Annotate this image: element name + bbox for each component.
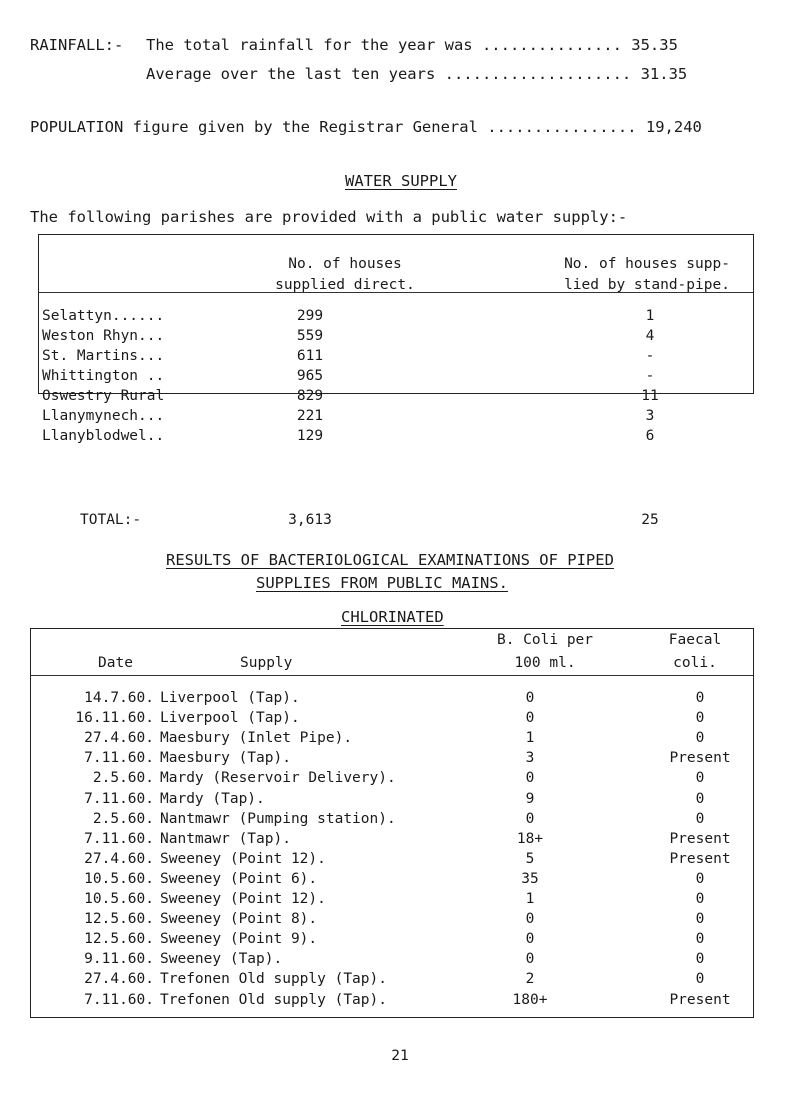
result-supply: Mardy (Tap).	[160, 791, 265, 807]
col-bcoli: B. Coli per	[496, 632, 594, 648]
result-supply: Sweeney (Point 8).	[160, 911, 318, 927]
result-supply: Liverpool (Tap).	[160, 710, 300, 726]
parish-stand: 3	[645, 408, 655, 424]
result-supply: Maesbury (Inlet Pipe).	[160, 730, 353, 746]
result-supply: Sweeney (Tap).	[160, 951, 283, 967]
parish-name: St. Martins...	[42, 348, 165, 364]
result-date: 10.5.60.	[84, 871, 154, 887]
parish-direct: 129	[296, 428, 324, 444]
result-faecal: 0	[695, 931, 705, 947]
result-date: 7.11.60.	[84, 992, 154, 1008]
parish-name: Weston Rhyn...	[42, 328, 165, 344]
result-bcoli: 2	[525, 971, 535, 987]
result-bcoli: 0	[525, 710, 535, 726]
result-date: 2.5.60.	[92, 770, 154, 786]
result-faecal: 0	[695, 871, 705, 887]
result-date: 9.11.60.	[84, 951, 154, 967]
result-bcoli: 1	[525, 891, 535, 907]
total-label: TOTAL:-	[80, 512, 142, 528]
result-bcoli: 0	[525, 931, 535, 947]
result-date: 7.11.60.	[84, 750, 154, 766]
col-faecal: Faecal	[668, 632, 722, 648]
col-bcoli-2: 100 ml.	[514, 655, 576, 671]
result-bcoli: 5	[525, 851, 535, 867]
parish-name: Llanyblodwel..	[42, 428, 165, 444]
header-stand-2: lied by stand-pipe.	[564, 277, 730, 293]
result-date: 2.5.60.	[92, 811, 154, 827]
parish-name: Oswestry Rural	[42, 388, 165, 404]
result-supply: Sweeney (Point 12).	[160, 891, 326, 907]
parish-stand: 11	[641, 388, 659, 404]
result-supply: Sweeney (Point 6).	[160, 871, 318, 887]
header-stand: No. of houses supp-	[564, 256, 730, 272]
result-faecal: 0	[695, 911, 705, 927]
population-line: POPULATION figure given by the Registrar General ................ 19,240	[30, 118, 702, 136]
parish-direct: 559	[296, 328, 324, 344]
result-faecal: 0	[695, 951, 705, 967]
result-bcoli: 1	[525, 730, 535, 746]
parish-name: Whittington ..	[42, 368, 165, 384]
result-date: 27.4.60.	[84, 730, 154, 746]
result-faecal: 0	[695, 791, 705, 807]
parish-direct: 829	[296, 388, 324, 404]
result-date: 27.4.60.	[84, 971, 154, 987]
parish-name: Llanymynech...	[42, 408, 165, 424]
total-stand: 25	[641, 512, 659, 528]
parish-stand: 6	[645, 428, 655, 444]
result-date: 14.7.60.	[84, 690, 154, 706]
result-date: 10.5.60.	[84, 891, 154, 907]
result-date: 12.5.60.	[84, 931, 154, 947]
result-date: 12.5.60.	[84, 911, 154, 927]
result-faecal: Present	[669, 831, 731, 847]
result-faecal: 0	[695, 710, 705, 726]
parish-direct: 965	[296, 368, 324, 384]
water-supply-intro: The following parishes are provided with a public water supply:-	[30, 208, 628, 226]
page-number: 21	[391, 1048, 409, 1064]
result-faecal: 0	[695, 971, 705, 987]
rainfall-average: Average over the last ten years .................... 31.35	[146, 65, 688, 83]
result-supply: Nantmawr (Pumping station).	[160, 811, 396, 827]
result-date: 7.11.60.	[84, 831, 154, 847]
result-bcoli: 35	[521, 871, 539, 887]
result-date: 27.4.60.	[84, 851, 154, 867]
result-supply: Trefonen Old supply (Tap).	[160, 992, 387, 1008]
result-bcoli: 0	[525, 690, 535, 706]
col-date: Date	[98, 655, 133, 671]
result-bcoli: 0	[525, 911, 535, 927]
result-faecal: 0	[695, 690, 705, 706]
results-table-header-rule	[30, 675, 753, 676]
result-faecal: 0	[695, 891, 705, 907]
water-supply-heading: WATER SUPPLY	[345, 172, 457, 190]
parish-stand: -	[645, 348, 655, 364]
parish-direct: 611	[296, 348, 324, 364]
header-direct-2: supplied direct.	[275, 277, 415, 293]
result-bcoli: 9	[525, 791, 535, 807]
result-faecal: 0	[695, 730, 705, 746]
result-faecal: 0	[695, 770, 705, 786]
col-supply: Supply	[240, 655, 293, 671]
parish-direct: 221	[296, 408, 324, 424]
parish-name: Selattyn......	[42, 308, 165, 324]
results-heading-2: SUPPLIES FROM PUBLIC MAINS.	[256, 574, 508, 592]
col-faecal-2: coli.	[673, 655, 717, 671]
result-supply: Sweeney (Point 9).	[160, 931, 318, 947]
result-supply: Mardy (Reservoir Delivery).	[160, 770, 396, 786]
parish-stand: 4	[645, 328, 655, 344]
rainfall-total: The total rainfall for the year was ............... 35.35	[146, 36, 678, 54]
header-direct: No. of houses	[288, 256, 402, 272]
parish-stand: -	[645, 368, 655, 384]
total-direct: 3,613	[288, 512, 332, 528]
result-bcoli: 18+	[516, 831, 544, 847]
result-bcoli: 0	[525, 811, 535, 827]
result-date: 7.11.60.	[84, 791, 154, 807]
rainfall-label: RAINFALL:-	[30, 36, 124, 54]
parish-direct: 299	[296, 308, 324, 324]
result-faecal: Present	[669, 750, 731, 766]
result-supply: Nantmawr (Tap).	[160, 831, 291, 847]
result-supply: Liverpool (Tap).	[160, 690, 300, 706]
parish-stand: 1	[645, 308, 655, 324]
result-bcoli: 0	[525, 770, 535, 786]
results-heading-3: CHLORINATED	[341, 608, 444, 626]
result-bcoli: 180+	[512, 992, 548, 1008]
result-supply: Maesbury (Tap).	[160, 750, 291, 766]
result-faecal: Present	[669, 851, 731, 867]
result-date: 16.11.60.	[75, 710, 154, 726]
result-supply: Sweeney (Point 12).	[160, 851, 326, 867]
result-faecal: 0	[695, 811, 705, 827]
result-faecal: Present	[669, 992, 731, 1008]
result-supply: Trefonen Old supply (Tap).	[160, 971, 387, 987]
result-bcoli: 0	[525, 951, 535, 967]
results-heading-1: RESULTS OF BACTERIOLOGICAL EXAMINATIONS OF PIPED	[166, 551, 614, 569]
result-bcoli: 3	[525, 750, 535, 766]
